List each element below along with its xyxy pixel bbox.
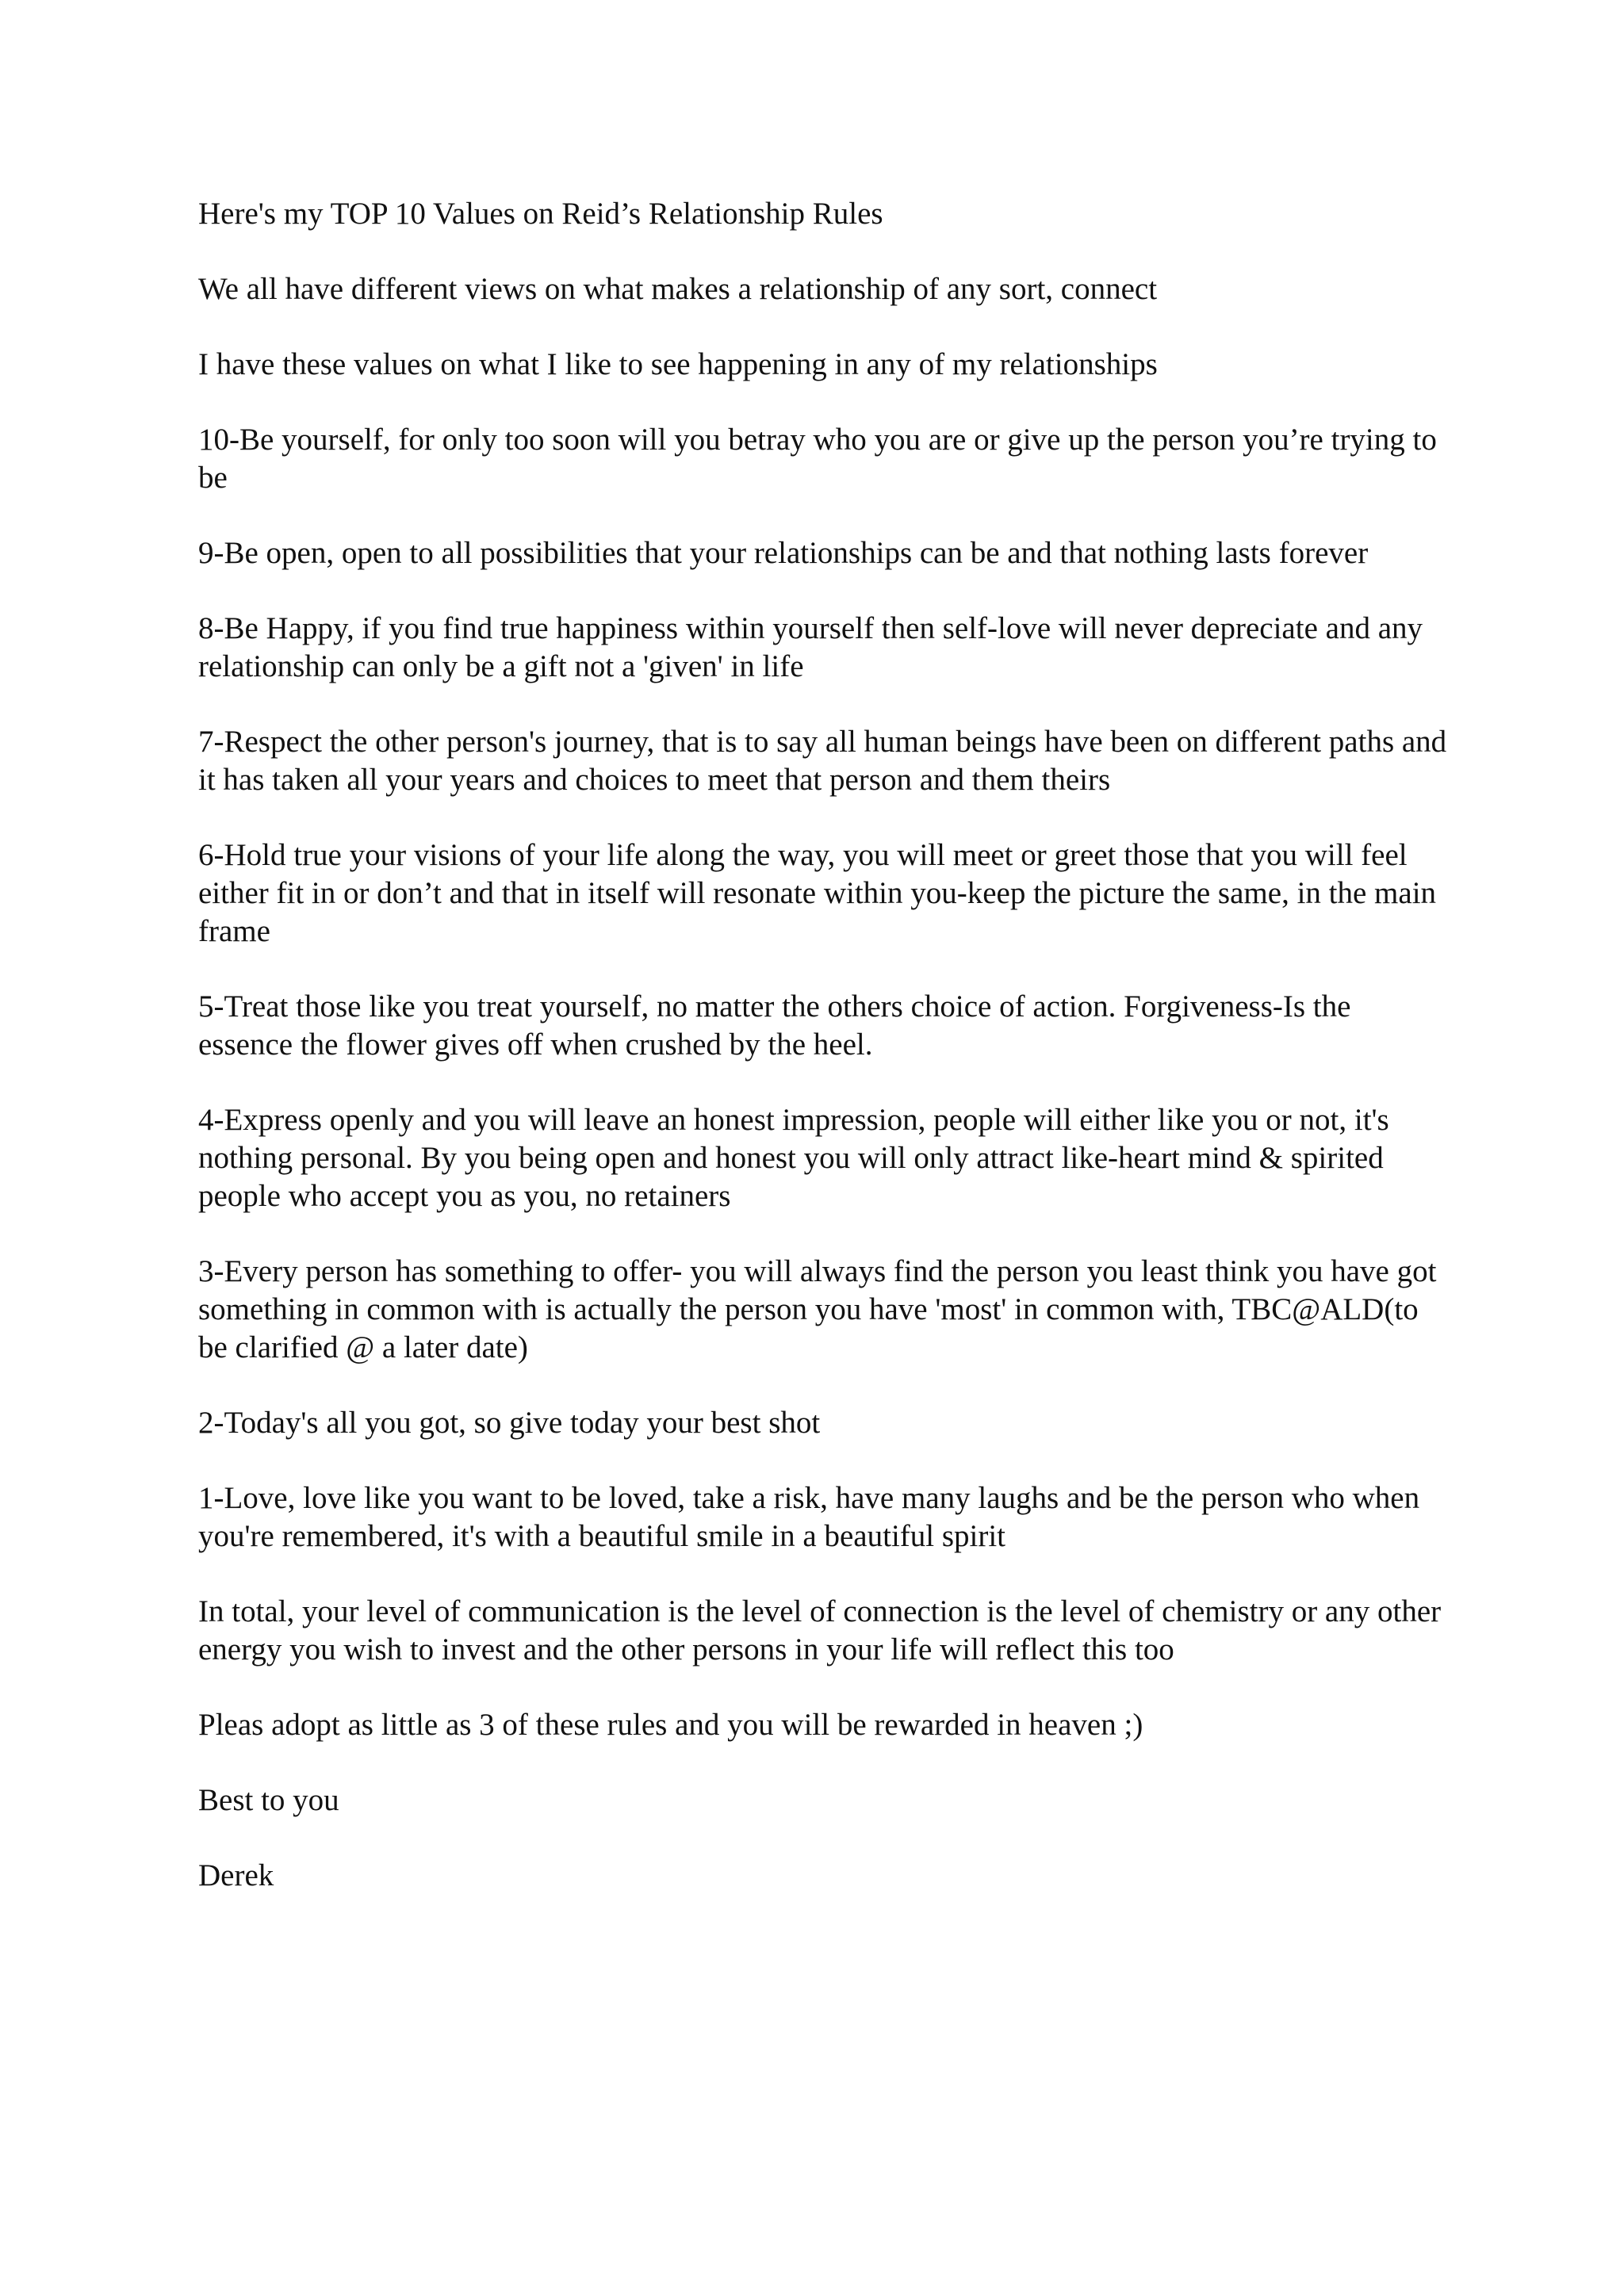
rule-2: 2-Today's all you got, so give today your best shot — [198, 1406, 821, 1440]
rule-7: 7-Respect the other person's journey, that is to say all human beings have been on different paths and it has taken all your years and choices to meet that person and them theirs — [198, 725, 1447, 797]
rule-1: 1-Love, love like you want to be loved, take a risk, have many laughs and be the person who when you're remembered, it's with a beautiful smile in a beautiful spirit — [198, 1481, 1420, 1553]
rule-4: 4-Express openly and you will leave an honest impression, people will either like you or not, it's nothing personal. By you being open and honest you will only attract like-heart mind & spirited people who accept you as you, no retainers — [198, 1103, 1389, 1213]
rule-6: 6-Hold true your visions of your life along the way, you will meet or greet those that you will feel either fit in or don’t and that in itself will resonate within you-keep the picture the same, in the main frame — [198, 838, 1437, 948]
rule-5: 5-Treat those like you treat yourself, no matter the others choice of action. Forgiveness-Is the essence the flower gives off when crushed by the heel. — [198, 989, 1351, 1062]
rule-10: 10-Be yourself, for only too soon will you betray who you are or give up the person you’re trying to be — [198, 423, 1437, 495]
conclusion-paragraph: In total, your level of communication is the level of connection is the level of chemistry or any other energy you wish to invest and the other persons in your life will reflect this too — [198, 1594, 1442, 1667]
request-paragraph: Pleas adopt as little as 3 of these rules and you will be rewarded in heaven ;) — [198, 1708, 1143, 1742]
document-title: Here's my TOP 10 Values on Reid’s Relationship Rules — [198, 197, 883, 231]
intro-paragraph-1: We all have different views on what makes a relationship of any sort, connect — [198, 272, 1158, 306]
closing-line: Best to you — [198, 1783, 339, 1817]
intro-paragraph-2: I have these values on what I like to see happening in any of my relationships — [198, 347, 1158, 381]
document-page — [198, 195, 1451, 1932]
rule-9: 9-Be open, open to all possibilities that your relationships can be and that nothing lasts forever — [198, 536, 1369, 570]
signature: Derek — [198, 1858, 274, 1892]
rule-8: 8-Be Happy, if you find true happiness within yourself then self-love will never depreciate and any relationship can only be a gift not a 'given' in life — [198, 611, 1423, 683]
rule-3: 3-Every person has something to offer- you will always find the person you least think you have got something in common with is actually the person you have 'most' in common with, TBC@ALD(to be clarified @ a later date) — [198, 1254, 1437, 1364]
